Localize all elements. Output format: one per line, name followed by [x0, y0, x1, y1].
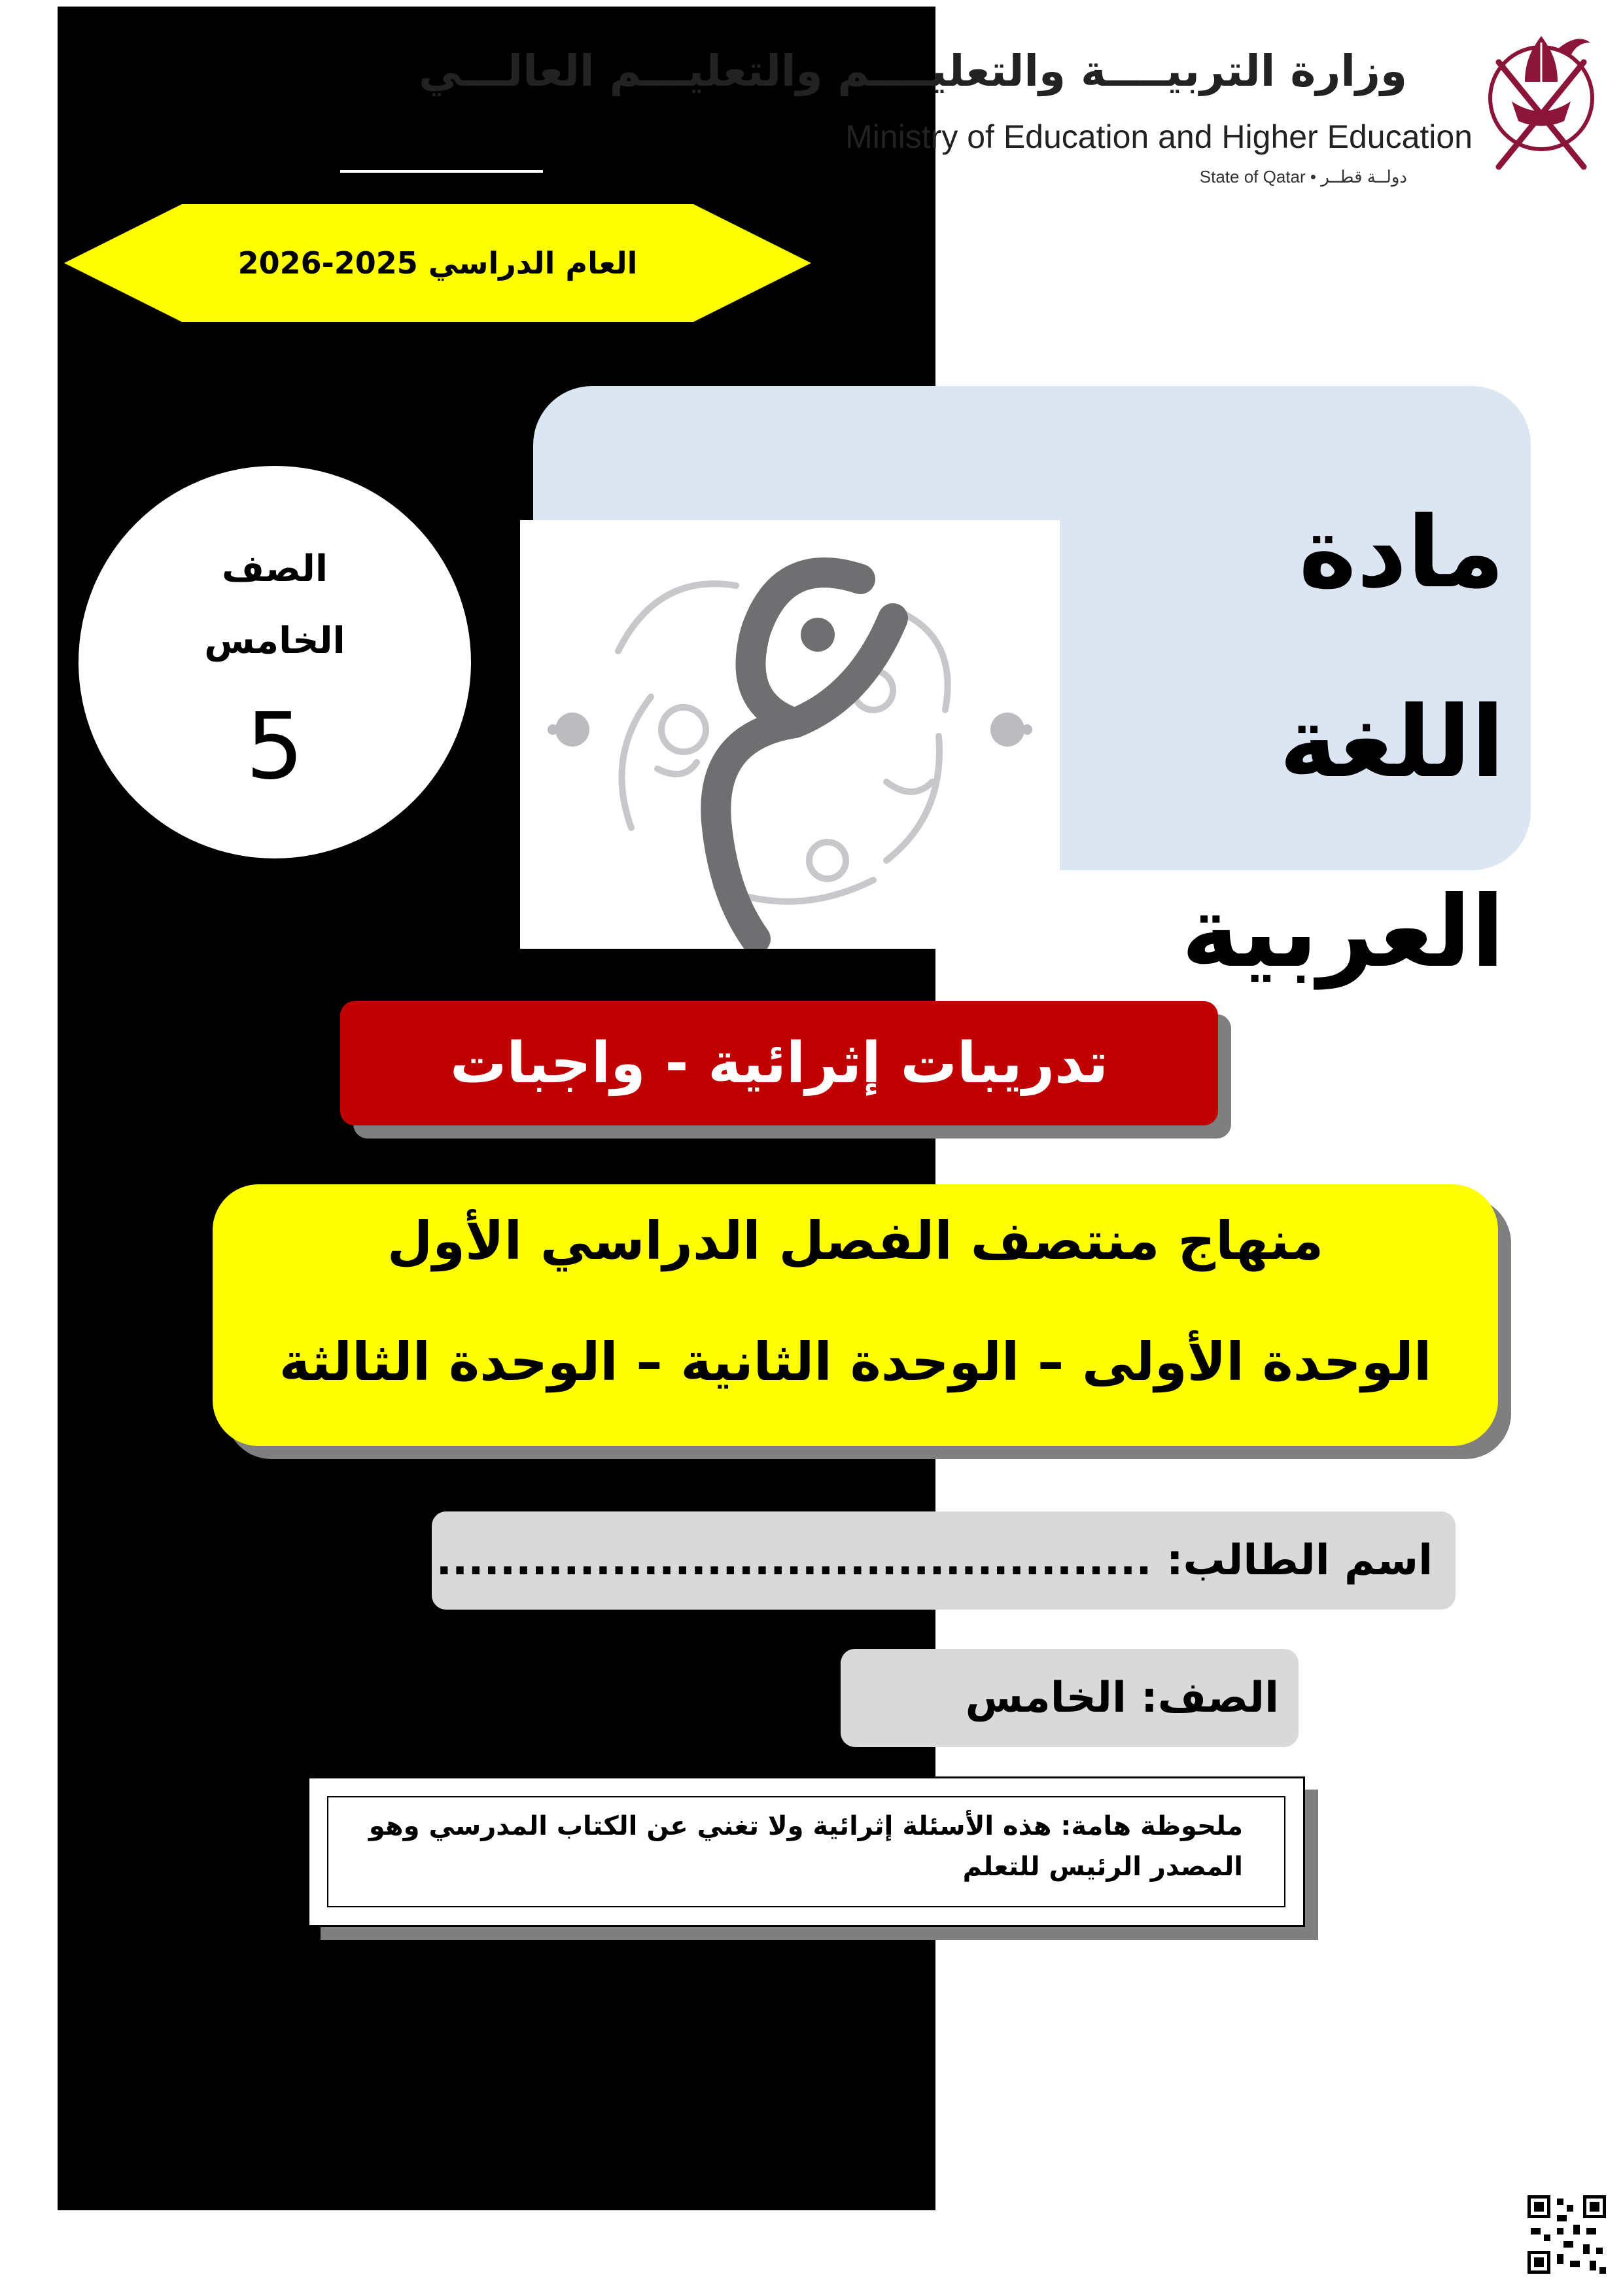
grade-label-line-1: الصف — [221, 548, 328, 590]
qr-code-icon[interactable] — [1524, 2192, 1609, 2277]
grade-label-line-2: الخامس — [204, 620, 345, 662]
grade-label — [79, 533, 471, 677]
document-title: تدريبات إثرائية - واجبات — [340, 1001, 1218, 1125]
curriculum-units: الوحدة الأولى – الوحدة الثانية – الوحدة الثالثة — [279, 1332, 1432, 1392]
subject-title-line-2: العربية — [1181, 875, 1505, 989]
important-note: ملحوظة هامة: هذه الأسئلة إثرائية ولا تغني عن الكتاب المدرسي وهو المصدر الرئيس للتعلم — [368, 1811, 1243, 1882]
grade-number: 5 — [245, 694, 304, 800]
student-name-label: اسم الطالب: .................................................. — [357, 1536, 1433, 1585]
state-of-qatar-label: State of Qatar • دولــة قطــر — [1199, 167, 1407, 186]
subject-title-line-1: مادة اللغة — [1279, 496, 1505, 800]
ministry-name-arabic: وزارة التربيــــة والتعليــــم والتعليـــم العالـــي — [418, 46, 1407, 96]
arabic-calligraphy-illustration — [520, 520, 1060, 949]
class-label: الصف: الخامس — [965, 1674, 1279, 1722]
qatar-emblem-icon — [1479, 23, 1603, 186]
ministry-name-english: Ministry of Education and Higher Education — [845, 118, 1473, 155]
header-underline — [340, 170, 543, 173]
curriculum-heading: منهاج منتصف الفصل الدراسي الأول — [387, 1210, 1324, 1271]
subject-title — [1060, 458, 1505, 1027]
academic-year-text: العام الدراسي 2025-2026 — [237, 245, 638, 281]
ministry-header — [418, 7, 1623, 193]
